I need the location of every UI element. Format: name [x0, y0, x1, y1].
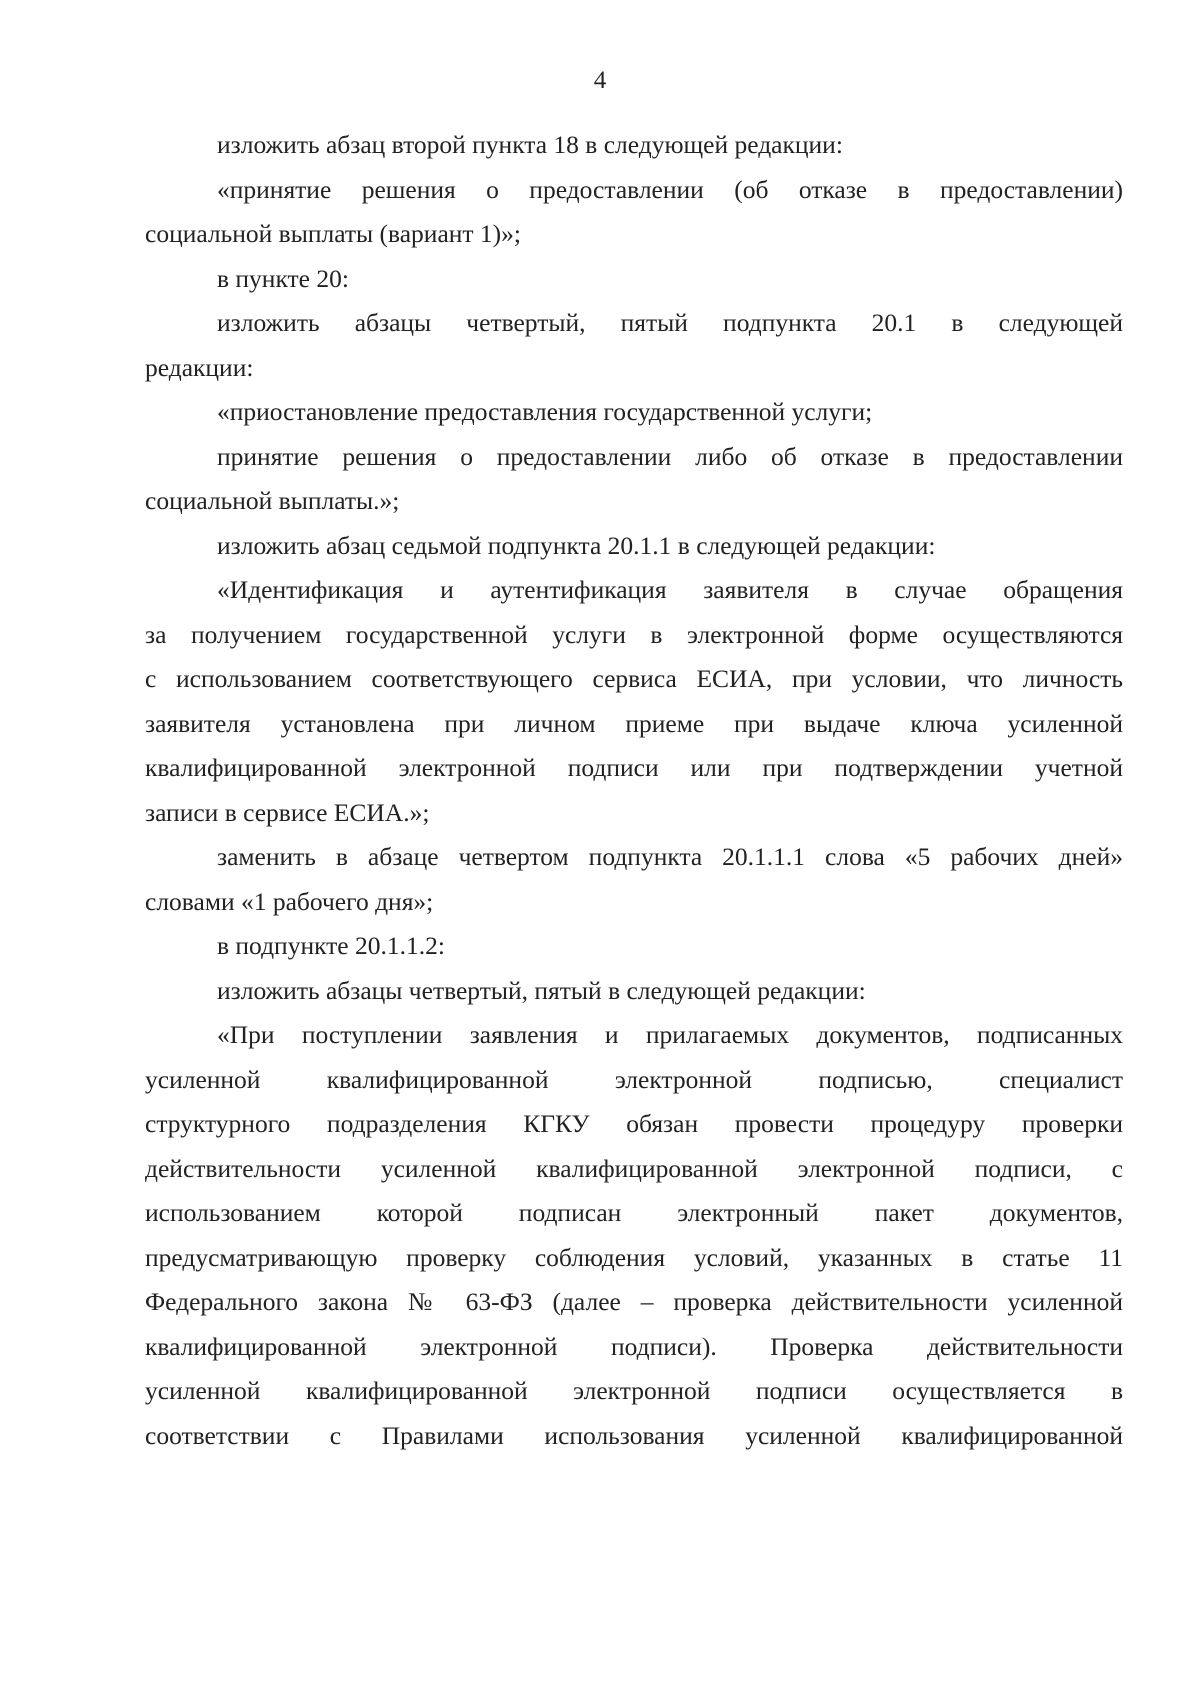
paragraph: [145, 390, 1123, 435]
text-line: заявителя установлена при личном приеме при выдаче ключа усиленной: [145, 708, 1123, 738]
paragraph: [145, 301, 1123, 390]
text-line: заменить в абзаце четвертом подпункта 20.1.1.1 слова «5 рабочих дней»: [217, 842, 1123, 871]
text-line: «принятие решения о предоставлении (об отказе в предоставлении): [217, 174, 1123, 204]
text-line: структурного подразделения КГКУ обязан провести процедуру проверки: [145, 1109, 1123, 1138]
text-line: «Идентификация и аутентификация заявителя в случае обращения: [217, 575, 1123, 604]
document-body: [145, 123, 1123, 1458]
text-line: изложить абзацы четвертый, пятый в следующей редакции:: [217, 975, 866, 1005]
text-line: социальной выплаты (вариант 1)»;: [145, 219, 522, 248]
text-line: предусматривающую проверку соблюдения условий, указанных в статье 11: [145, 1242, 1123, 1272]
text-line: Федерального закона № 63-ФЗ (далее – проверка действительности усиленной: [145, 1287, 1123, 1316]
paragraph: [145, 924, 1123, 969]
text-line: квалифицированной электронной подписи или при подтверждении учетной: [145, 753, 1123, 782]
text-line: действительности усиленной квалифицированной электронной подписи, с: [145, 1153, 1123, 1183]
text-line: редакции:: [145, 352, 254, 382]
text-line: изложить абзац второй пункта 18 в следующей редакции:: [217, 130, 843, 159]
paragraph: [145, 835, 1123, 924]
paragraph: [145, 257, 1123, 302]
text-line: записи в сервисе ЕСИА.»;: [145, 797, 430, 827]
text-line: словами «1 рабочего дня»;: [145, 886, 434, 916]
text-line: усиленной квалифицированной электронной подписи осуществляется в: [145, 1376, 1123, 1405]
text-line: квалифицированной электронной подписи). Проверка действительности: [145, 1331, 1123, 1361]
text-line: в пункте 20:: [217, 263, 349, 293]
text-line: в подпункте 20.1.1.2:: [217, 931, 445, 960]
text-line: использованием которой подписан электронный пакет документов,: [145, 1198, 1123, 1227]
text-line: с использованием соответствующего сервиса ЕСИА, при условии, что личность: [145, 664, 1123, 693]
text-line: за получением государственной услуги в электронной форме осуществляются: [145, 619, 1123, 649]
paragraph: [145, 568, 1123, 835]
text-line: «приостановление предоставления государственной услуги;: [217, 397, 873, 426]
text-line: соответствии с Правилами использования усиленной квалифицированной: [145, 1420, 1123, 1450]
text-line: усиленной квалифицированной электронной подписью, специалист: [145, 1064, 1123, 1094]
text-line: социальной выплаты.»;: [145, 486, 400, 515]
paragraph: [145, 435, 1123, 524]
paragraph: [145, 1013, 1123, 1458]
paragraph: [145, 969, 1123, 1014]
page-number: 4: [593, 67, 607, 94]
paragraph: [145, 524, 1123, 569]
paragraph: [145, 168, 1123, 257]
text-line: изложить абзацы четвертый, пятый подпункта 20.1 в следующей: [217, 308, 1123, 337]
text-line: «При поступлении заявления и прилагаемых документов, подписанных: [217, 1020, 1123, 1049]
paragraph: [145, 123, 1123, 168]
text-line: изложить абзац седьмой подпункта 20.1.1 в следующей редакции:: [217, 530, 936, 560]
text-line: принятие решения о предоставлении либо об отказе в предоставлении: [217, 441, 1123, 471]
